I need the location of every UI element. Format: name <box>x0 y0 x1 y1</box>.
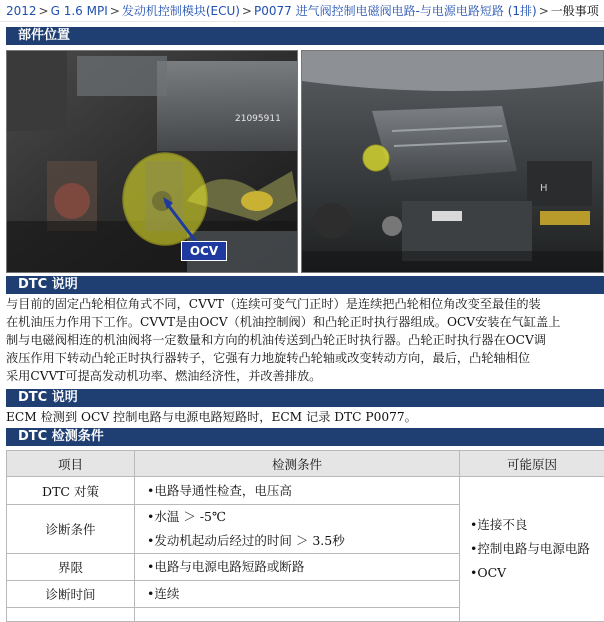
row-item: DTC 对策 <box>7 477 135 505</box>
breadcrumb <box>0 0 604 22</box>
row-condition <box>135 581 460 608</box>
row-condition <box>135 477 460 505</box>
header-item: 项目 <box>7 451 135 477</box>
possible-causes-cell <box>460 477 604 622</box>
cause-line: •控制电路与电源电路 <box>470 537 604 561</box>
header-condition: 检测条件 <box>135 451 460 477</box>
condition-line: •电路与电源电路短路或断路 <box>147 555 459 579</box>
row-item <box>7 608 135 622</box>
table-row <box>7 477 604 505</box>
row-item: 诊断时间 <box>7 581 135 608</box>
breadcrumb-separator: > <box>110 4 120 18</box>
engine-bay-photo <box>301 50 604 273</box>
cause-line: •OCV <box>470 561 604 585</box>
section-header-component-location: 部件位置 <box>6 27 604 45</box>
ocv-callout-label: OCV <box>181 241 227 261</box>
breadcrumb-year[interactable]: 2012 <box>6 4 37 18</box>
breadcrumb-model[interactable]: G 1.6 MPI <box>51 4 108 18</box>
description-line: 液压作用下转动凸轮正时执行器转子，它强有力地旋转凸轮轴或改变转动方向，最后，凸轮轴相位 <box>6 349 604 367</box>
breadcrumb-current: 一般事项 <box>551 4 599 18</box>
section-header-dtc-description: DTC 说明 <box>6 276 604 294</box>
row-condition <box>135 554 460 581</box>
condition-line: •电路导通性检查，电压高 <box>147 479 459 503</box>
description-line: 采用CVVT可提高发动机功率、燃油经济性，并改善排放。 <box>6 367 604 385</box>
cause-line: •连接不良 <box>470 513 604 537</box>
svg-text:21095911: 21095911 <box>235 114 281 124</box>
section-header-dtc-description-2: DTC 说明 <box>6 389 604 407</box>
condition-line: •水温 ＞ -5℃ <box>147 505 459 529</box>
description-line: 制与电磁阀相连的机油阀将一定数量和方向的机油传送到凸轮正时执行器。凸轮正时执行器在OCV调 <box>6 331 604 349</box>
description-line: 在机油压力作用下工作。CVVT是由OCV（机油控制阀）和凸轮正时执行器组成。OCV安装在气缸盖上 <box>6 313 604 331</box>
breadcrumb-separator: > <box>39 4 49 18</box>
row-item: 界限 <box>7 554 135 581</box>
table-header-row <box>7 451 604 477</box>
section-header-dtc-detection: DTC 检测条件 <box>6 428 604 446</box>
description-line: 与目前的固定凸轮相位角式不同，CVVT（连续可变气门正时）是连续把凸轮相位角改变至最佳的装 <box>6 295 604 313</box>
condition-line: •发动机起动后经过的时间 ＞ 3.5秒 <box>147 529 459 553</box>
breadcrumb-separator: > <box>539 4 549 18</box>
dtc-description-paragraph <box>6 295 604 385</box>
row-condition <box>135 608 460 622</box>
svg-text:H: H <box>540 183 548 194</box>
dtc-record-paragraph <box>6 408 604 426</box>
detection-conditions-table <box>6 450 604 622</box>
description-line: ECM 检测到 OCV 控制电路与电源电路短路时，ECM 记录 DTC P0077。 <box>6 408 604 426</box>
engine-closeup-photo <box>6 50 298 273</box>
breadcrumb-separator: > <box>242 4 252 18</box>
breadcrumb-dtc[interactable]: P0077 进气阀控制电磁阀电路-与电源电路短路 (1排) <box>254 4 537 18</box>
row-item: 诊断条件 <box>7 505 135 554</box>
row-condition <box>135 505 460 554</box>
breadcrumb-ecu[interactable]: 发动机控制模块(ECU) <box>122 4 240 18</box>
condition-line: •连续 <box>147 582 459 606</box>
header-cause: 可能原因 <box>460 451 604 477</box>
